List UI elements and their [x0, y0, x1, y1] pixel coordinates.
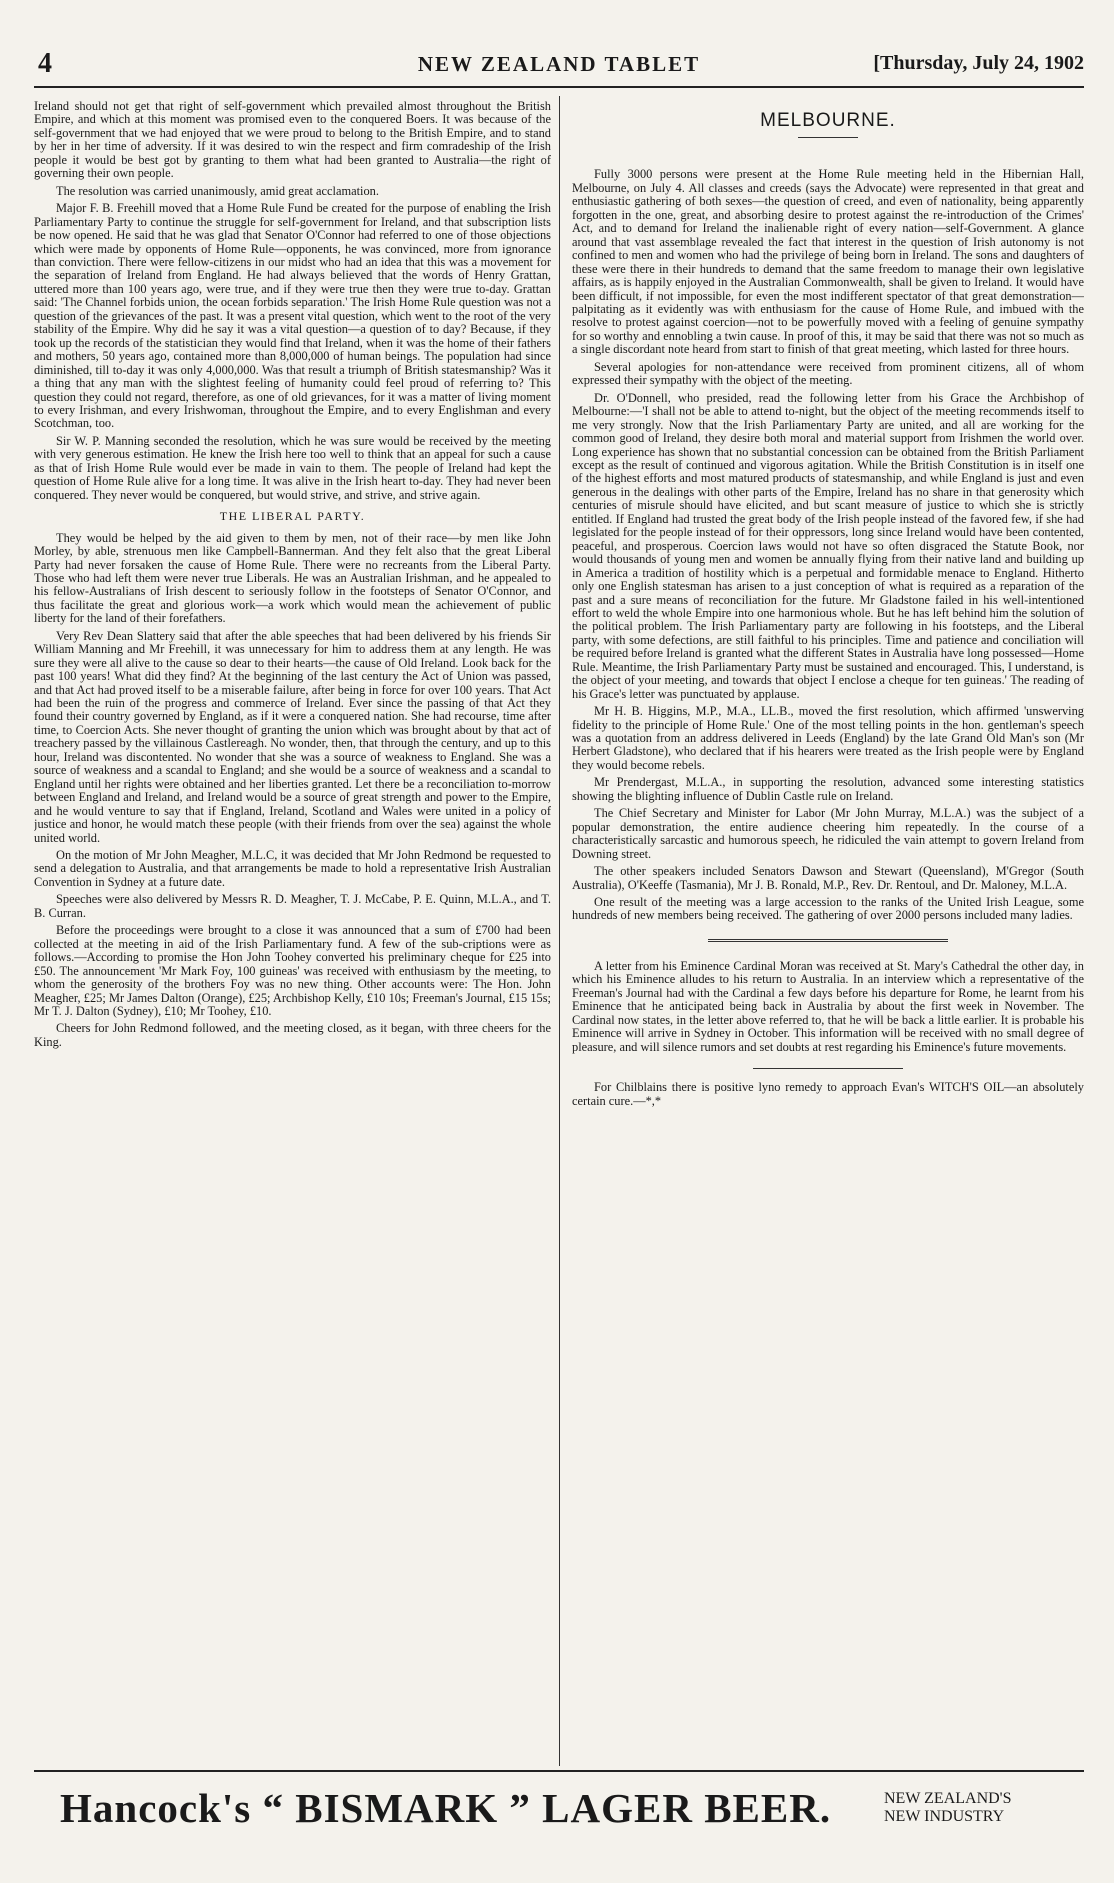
cardinal-paragraph: A letter from his Eminence Cardinal Moran was received at St. Mary's Cathedral the other day, in which his Eminence alludes to his return to Australia. In an interview which a representative of the Freeman's Journal had with the Cardinal a few days before his departure for Rome, he learnt from his Eminence that he anticipated being back in Australia by about the first week in November. The Cardinal now states, in the letter above referred to, that he will be back a little earlier. It is probable his Eminence will arrive in Sydney in October. This information will be received with no small degree of pleasure, and will silence rumors and set doubts at rest regarding his Eminence's future movements.	[572, 958, 1084, 1054]
subheading-liberal-party: THE LIBERAL PARTY.	[219, 509, 366, 524]
article-paragraph: Several apologies for non-attendance were received from prominent citizens, all of whom expressed their sympathy with the object of the meeting.	[572, 359, 1084, 388]
right-column	[572, 100, 1084, 1762]
article-paragraph: Before the proceedings were brought to a close it was announced that a sum of £700 had been collected at the meeting in aid of the Irish Parliamentary fund. A few of the sub-criptions were as follows.—According to promise the Hon John Toohey converted his preliminary cheque for £25 into £50. The announcement 'Mr Mark Foy, 100 guineas' was received with enthusiasm by the meeting, to whom the generosity of the brothers Foy was no new thing. Other accounts were: The Hon. John Meagher, £25; Mr James Dalton (Orange), £25; Archbishop Kelly, £10 10s; Freeman's Journal, £15 15s; Mr T. J. Dalton (Sydney), £10; Mr Toohey, £10.	[34, 923, 551, 1018]
column-divider	[559, 96, 560, 1766]
title-rule	[798, 137, 858, 138]
chilblains-notice: For Chilblains there is positive lyno remedy to approach Evan's WITCH'S OIL—an absolutely certain cure.—*,*	[572, 1080, 1084, 1108]
tagline-line-1: NEW ZEALAND'S	[884, 1790, 1012, 1807]
article-paragraph: The resolution was carried unanimously, amid great acclamation.	[56, 183, 379, 198]
article-paragraph: Mr H. B. Higgins, M.P., M.A., LL.B., moved the first resolution, which affirmed 'unswerving fidelity to the principle of Home Rule.' One of the most telling points in the hon. gentleman's speech was a quotation from an address delivered in Leeds (England) by the late Grand Old Man's son (Mr Herbert Gladstone), who declared that if his hearers were treated as the Irish people were by England they would become rebels.	[572, 704, 1084, 772]
issue-date: [Thursday, July 24, 1902	[873, 52, 1084, 74]
article-paragraph: Fully 3000 persons were present at the Home Rule meeting held in the Hibernian Hall, Melbourne, on July 4. All classes and creeds (says the Advocate) were represented in that great and enthusiastic gathering of both sexes—the question of creed, and even of nationality, being apparently forgotten in the one, great, and absorbing desire to protest against the re-introduction of the Crimes' Act, and to demand for Ireland the inalienable right of every nation—self-Government. A glance around that vast assemblage revealed the fact that interest in the question of Irish autonomy is not confined to men and women who had the privilege of being born in Ireland. The sons and daughters of these were there in their hundreds to demand that the same freedom to manage their own legislative affairs, as is happily enjoyed in the Australian Commonwealth, shall be given to Ireland. It would have been difficult, if not impossible, for even the most indifferent spectator of that great demonstration—palpitating as it evidently was with enthusiasm for the cause of Home Rule, and imbued with the resolve to protest against coercion—not to be powerfully moved with a feeling of genuine sympathy for so worthy and ennobling a twin cause. In proof of this, it may be said that there was not so much as a single discordant note heard from start to finish of that great meeting, which lasted for three hours.	[572, 167, 1084, 357]
article-paragraph: The Chief Secretary and Minister for Labor (Mr John Murray, M.L.A.) was the subject of a popular demonstration, the entire audience cheering him repeatedly. In the course of a characteristically sarcastic and humorous speech, he ridiculed the vain attempt to govern Ireland from Downing street.	[572, 806, 1084, 861]
article-paragraph: Cheers for John Redmond followed, and the meeting closed, as it began, with three cheers for the King.	[34, 1021, 551, 1049]
article-paragraph: Ireland should not get that right of self-government which prevailed almost throughout the British Empire, and which at this moment was promised even to the conquered Boers. It was because of the self-government that we had enjoyed that we were proud to belong to the British Empire, and to stand by her in her time of adversity. If it was desired to win the respect and firm comradeship of the Irish people it would be best got by granting to them what had been granted to Australia—the right of governing their own people.	[34, 100, 551, 181]
page-header	[34, 46, 1084, 86]
section-separator	[753, 1068, 903, 1069]
header-rule	[34, 86, 1084, 88]
article-paragraph: Speeches were also delivered by Messrs R. D. Meagher, T. J. McCabe, P. E. Quinn, M.L.A., and T. B. Curran.	[34, 892, 551, 920]
tagline-line-2: NEW INDUSTRY	[884, 1808, 1005, 1825]
article-paragraph: Dr. O'Donnell, who presided, read the following letter from his Grace the Archbishop of Melbourne:—'I shall not be able to attend to-night, but the object of the meeting recommends itself to me very strongly. Now that the Irish Parliamentary Party are united, and all are working for the common good of Ireland, they desire both moral and material support from Irishmen the world over. Long experience has shown that no substantial concession can be obtained from the British Parliament except as the result of continued and vigorous agitation. While the British Constitution is in itself one of the highest efforts and most matured products of statesmanship, and while England is just and even generous in the dealings with other parts of the Empire, Ireland has no share in that generosity which centuries of misrule should have elicited, and but scant measure of justice to which she is strictly entitled. If England had trusted the great body of the Irish people instead of the favored few, if she had legislated for the people instead of for their oppressors, long since Ireland would have been contented, peaceful, and prosperous. Coercion laws would not have so often disgraced the Statute Book, nor would thousands of young men and women be annually flying from their native land and building up in America a tradition of hostility which is a perpetual and formidable menace to England. Hitherto only one English statesman has arisen to a just conception of what is required as a reparation of the past and a sure means of reconciliation for the future. Mr Gladstone failed in his well-intentioned effort to weld the whole Empire into one harmonious whole. But he has left behind him the solution of the political problem. The Irish Parliamentary party are following in his footsteps, and the Liberal party, with some defections, are still faithful to his principles. Time and patience and conciliation will be required before Ireland is granted what the different States in Australia have long possessed—Home Rule. Meantime, the Irish Parliamentary Party must be sustained and encouraged. This, I understand, is the object of your meeting, and towards that object I enclose a cheque for ten guineas.' The reading of his Grace's letter was punctuated by applause.	[572, 390, 1084, 701]
article-paragraph: The other speakers included Senators Dawson and Stewart (Queensland), M'Gregor (South Australia), O'Keeffe (Tasmania), Mr J. B. Ronald, M.P., Rev. Dr. Rentoul, and Dr. Maloney, M.L.A.	[572, 864, 1084, 892]
article-paragraph: Mr Prendergast, M.L.A., in supporting the resolution, advanced some interesting statistics showing the blighting influence of Dublin Castle rule on Ireland.	[572, 775, 1084, 803]
article-paragraph: Major F. B. Freehill moved that a Home Rule Fund be created for the purpose of enabling the Irish Parliamentary Party to continue the struggle for self-government for Ireland, and that subscription lists be now opened. He said that he was glad that Senator O'Connor had referred to one of those objections which were made by opponents of Home Rule—opponents, he was convinced, more from ignorance than conviction. There were fellow-citizens in our midst who had an idea that this was a movement for the separation of Ireland from England. He had always believed that the words of Henry Grattan, uttered more than 100 years ago, were true, and if they were true then they were true to-day. Grattan said: 'The Channel forbids union, the ocean forbids separation.' The Irish Home Rule question was not a question of the grievances of the past. It was a present vital question, which went to the root of the very stability of the Empire. Why did he say it was a vital question—a question of to day? Because, if they took up the records of the statistician they would find that Ireland, when it was the home of their fathers and mothers, 50 years ago, contained more than 8,000,000 of human beings. The population had since diminished, till to-day it was only 4,000,000. Was that result a triumph of British statesmanship? Was it a thing that any man with the slightest feeling of humanity could feel proud of referring to? This question they could not regard, therefore, as one of old grievances, for it was a matter of living moment to every Irishman, and every Irishwoman, throughout the Empire, and to every Englishman and every Scotchman, too.	[34, 201, 551, 431]
masthead: NEW ZEALAND TABLET	[417, 52, 701, 76]
article-paragraph: They would be helped by the aid given to them by men, not of their race—by men like John Morley, by able, strenuous men like Campbell-Bannerman. And they felt also that the great Liberal Party had never forsaken the cause of Home Rule. There were no recreants from the Liberal Party. Those who had left them were never true Liberals. He was an Australian Irishman, and he appealed to his fellow-Australians of Irish descent to seriously follow in the footsteps of Senator O'Connor, and thus facilitate the great and glorious work—a work which would mean the achievement of public liberty for the land of their forefathers.	[34, 530, 551, 626]
article-paragraph: Sir W. P. Manning seconded the resolution, which he was sure would be received by the meeting with very generous estimation. He knew the Irish here too well to think that an appeal for such a cause as that of Irish Home Rule would ever be made in vain to them. The people of Ireland had kept the question of Home Rule alive for a long time. It was alive in the Irish heart to-day. They had never been conquered. They never would be conquered, but would strive, and strive, and strive again.	[34, 433, 551, 502]
section-separator	[708, 939, 948, 942]
section-title-melbourne: MELBOURNE.	[760, 110, 896, 131]
footer-rule	[34, 1770, 1084, 1772]
page-number: 4	[38, 48, 52, 79]
article-paragraph: Very Rev Dean Slattery said that after the able speeches that had been delivered by his friends Sir William Manning and Mr Freehill, it was unnecessary for him to address them at any length. He was sure they were all alive to the cause so dear to their hearts—the cause of Old Ireland. Look back for the past 100 years! What did they find? At the beginning of the last century the Act of Union was passed, and that Act had proved itself to be a miserable failure, after being in force for over 100 years. That Act had been the ruin of the progress and commerce of Ireland. Ever since the passing of that Act they found their country governed by England, as if it were a conquered nation. She had recourse, time after time, to Coercion Acts. She never thought of granting the union which was brought about by that act of treachery passed by the villainous Castlereagh. No wonder, then, that through the century, and up to this hour, Ireland was discontented. No wonder that she was a source of weakness to England. She was a source of weakness and a scandal to England; and she would be a source of weakness and a scandal to England until her rights were obtained and her liberties granted. Let there be a reconciliation to-morrow between England and Ireland, and Ireland would be a source of great strength and power to the Empire, and he would venture to say that if England, Ireland, Scotland and Wales were united in a policy of justice and honor, he would match these people (with their friends from over the sea) against the whole united world.	[34, 628, 551, 845]
article-paragraph: One result of the meeting was a large accession to the ranks of the United Irish League, some hundreds of new members being received. The gathering of over 2000 persons included many ladies.	[572, 895, 1084, 923]
left-column	[34, 100, 551, 1762]
article-paragraph: On the motion of Mr John Meagher, M.L.C, it was decided that Mr John Redmond be requested to send a delegation to Australia, and that arrangements be made to hold a representative Irish Australian Convention in Sydney at a future date.	[34, 848, 551, 889]
beer-advertisement: Hancock's “ BISMARK ” LAGER BEER.	[60, 1785, 832, 1831]
advert-tagline	[884, 1790, 1011, 1826]
